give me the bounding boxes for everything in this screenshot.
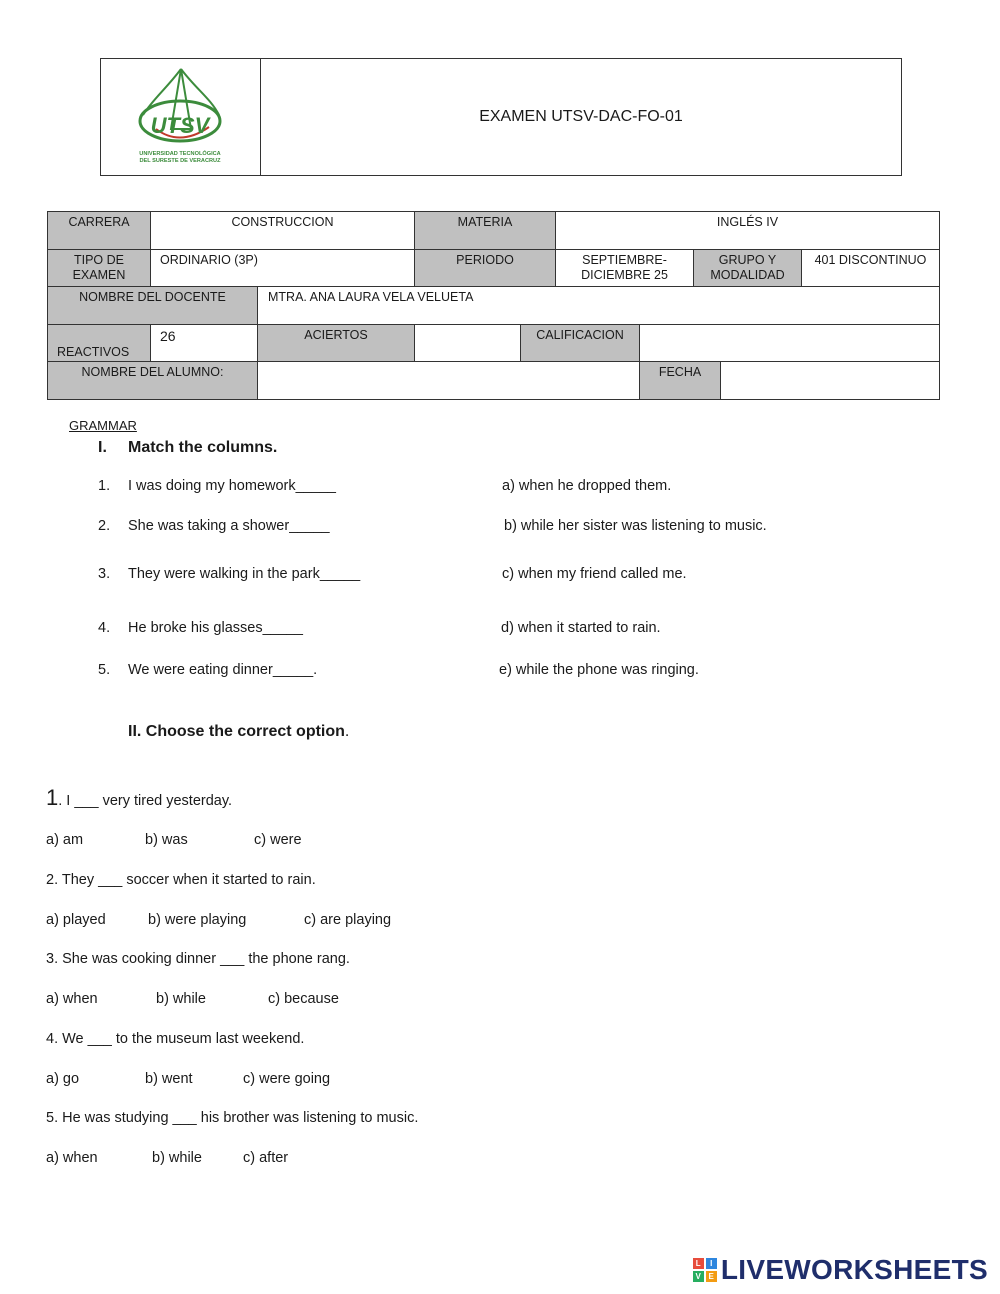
- option-b[interactable]: b) was: [145, 832, 188, 848]
- option-a[interactable]: a) when: [46, 1150, 98, 1166]
- option-b[interactable]: b) were playing: [148, 912, 247, 928]
- match-left[interactable]: I was doing my homework_____: [128, 478, 336, 494]
- question-text: 4. We ___ to the museum last weekend.: [46, 1031, 305, 1047]
- docente-value: MTRA. ANA LAURA VELA VELUETA: [257, 286, 940, 325]
- grupo-value: 401 DISCONTINUO: [801, 249, 940, 287]
- logo-text: UTSV: [150, 113, 210, 138]
- reactivos-value: 26: [150, 324, 258, 362]
- question-text: 3. She was cooking dinner ___ the phone rang.: [46, 951, 350, 967]
- logo-cell: [101, 59, 261, 175]
- match-left[interactable]: They were walking in the park_____: [128, 566, 361, 582]
- option-a[interactable]: a) am: [46, 832, 84, 848]
- option-c[interactable]: c) because: [268, 991, 339, 1007]
- question-text: 2. They ___ soccer when it started to rain.: [46, 872, 316, 888]
- match-left[interactable]: He broke his glasses_____: [128, 620, 303, 636]
- section2-title: II. Choose the correct option.: [128, 723, 350, 740]
- alumno-label: NOMBRE DEL ALUMNO:: [47, 361, 258, 400]
- option-c[interactable]: c) were: [254, 832, 302, 848]
- materia-value: INGLÉS IV: [555, 211, 940, 250]
- svg-text:UNIVERSIDAD TECNOLÓGICA: UNIVERSIDAD TECNOLÓGICA: [139, 151, 221, 157]
- tipo-label: TIPO DE EXAMEN: [47, 249, 151, 287]
- exam-header: [100, 58, 902, 176]
- calificacion-input[interactable]: [639, 324, 940, 362]
- periodo-label: PERIODO: [414, 249, 556, 287]
- option-c[interactable]: c) are playing: [304, 912, 392, 928]
- docente-label: NOMBRE DEL DOCENTE: [47, 286, 258, 325]
- utsv-logo: [101, 59, 260, 175]
- match-left[interactable]: She was taking a shower_____: [128, 518, 330, 534]
- brand-text: LIVEWORKSHEETS: [720, 1254, 988, 1285]
- match-left[interactable]: We were eating dinner_____.: [128, 662, 318, 678]
- aciertos-input[interactable]: [414, 324, 521, 362]
- carrera-value: CONSTRUCCION: [150, 211, 415, 250]
- section1-title: Match the columns.: [128, 439, 278, 456]
- question-text: 5. He was studying ___ his brother was listening to music.: [46, 1110, 419, 1126]
- section1-number: I.: [98, 439, 107, 456]
- materia-label: MATERIA: [414, 211, 556, 250]
- option-c[interactable]: c) after: [243, 1150, 289, 1166]
- liveworksheets-icon: L I V E: [693, 1258, 717, 1282]
- match-right: e) while the phone was ringing.: [499, 662, 699, 678]
- question-text: 1. I ___ very tired yesterday.: [46, 785, 233, 810]
- match-right: d) when it started to rain.: [501, 620, 661, 636]
- alumno-input[interactable]: [257, 361, 640, 400]
- liveworksheets-brand[interactable]: [693, 1254, 988, 1286]
- match-right: c) when my friend called me.: [502, 566, 687, 582]
- carrera-label: CARRERA: [47, 211, 151, 250]
- periodo-value: SEPTIEMBRE- DICIEMBRE 25: [555, 249, 694, 287]
- option-a[interactable]: a) go: [46, 1071, 80, 1087]
- aciertos-label: ACIERTOS: [257, 324, 415, 362]
- svg-text:DEL SURESTE DE VERACRUZ: DEL SURESTE DE VERACRUZ: [139, 158, 221, 164]
- match-right: b) while her sister was listening to music.: [504, 518, 767, 534]
- option-a[interactable]: a) when: [46, 991, 98, 1007]
- option-b[interactable]: b) went: [145, 1071, 193, 1087]
- exam-title: EXAMEN UTSV-DAC-FO-01: [479, 108, 683, 125]
- option-a[interactable]: a) played: [46, 912, 106, 928]
- grammar-label: GRAMMAR: [69, 418, 137, 433]
- tipo-value: ORDINARIO (3P): [150, 249, 415, 287]
- fecha-label: FECHA: [639, 361, 721, 400]
- option-c[interactable]: c) were going: [243, 1071, 331, 1087]
- fecha-input[interactable]: [720, 361, 940, 400]
- option-b[interactable]: b) while: [152, 1150, 202, 1166]
- option-b[interactable]: b) while: [156, 991, 206, 1007]
- grupo-label: GRUPO Y MODALIDAD: [693, 249, 802, 287]
- reactivos-label: REACTIVOS: [47, 324, 151, 362]
- match-right: a) when he dropped them.: [502, 478, 672, 494]
- calificacion-label: CALIFICACION: [520, 324, 640, 362]
